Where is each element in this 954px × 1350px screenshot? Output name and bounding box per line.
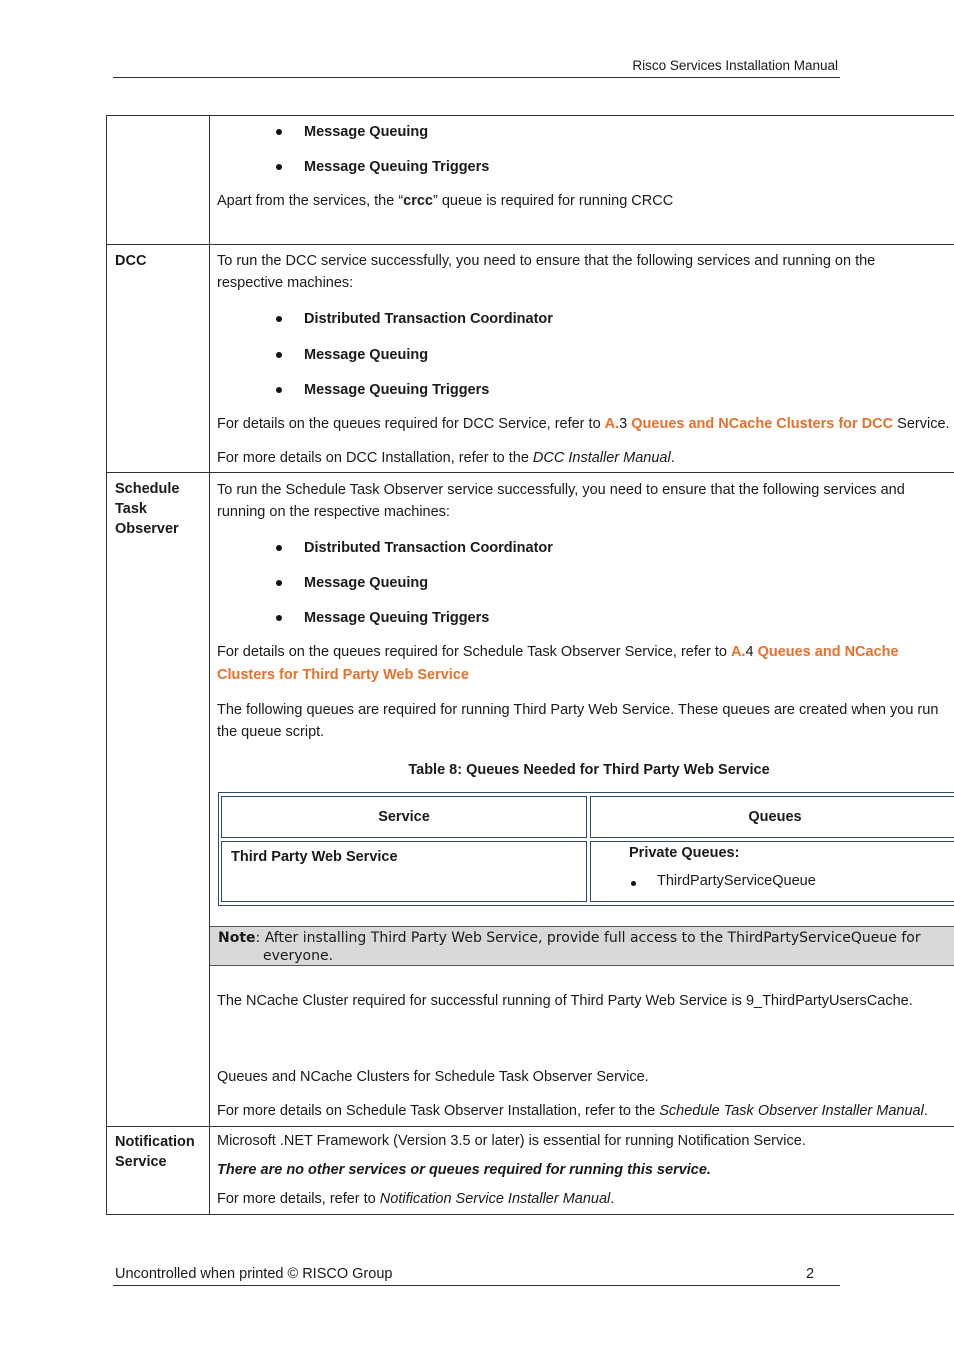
table-header-queues: Queues: [590, 796, 954, 838]
dcc-queues-reference: [217, 413, 954, 435]
footer-divider: [113, 1285, 840, 1286]
sto-install-reference: [217, 1100, 954, 1122]
text-fragment: For more details on Schedule Task Observer Installation, refer to the: [217, 1103, 660, 1119]
row-label-schedule: Schedule: [115, 481, 180, 497]
row-divider-notification: [106, 1126, 954, 1127]
text-fragment: For details on the queues required for DCC Service, refer to: [217, 416, 605, 432]
manual-title: Schedule Task Observer Installer Manual: [659, 1103, 924, 1119]
note-text: : After installing Third Party Web Service, provide full access to the ThirdPartyServiceQueue for: [255, 930, 921, 946]
appendix-section-link[interactable]: Queues and NCache: [757, 644, 899, 660]
footer-copyright: Uncontrolled when printed © RISCO Group: [115, 1266, 393, 1282]
sto-queues-reference: [217, 641, 954, 663]
appendix-link[interactable]: A.: [604, 416, 620, 432]
notification-no-other: There are no other services or queues required for running this service.: [217, 1162, 711, 1178]
notification-install-reference: [217, 1188, 954, 1210]
manual-title: Notification Service Installer Manual: [379, 1191, 611, 1207]
row-label-service: Service: [115, 1154, 167, 1170]
text-fragment: Apart from the services, the “: [217, 193, 404, 209]
tpws-queues-line1: The following queues are required for running Third Party Web Service. These queues are created when you run: [217, 702, 939, 718]
bullet-item: Message Queuing: [304, 575, 429, 591]
table-header-service: Service: [221, 796, 587, 838]
appendix-link[interactable]: A.: [730, 644, 746, 660]
tpws-queues-line2: the queue script.: [217, 724, 325, 740]
bullet-marker: [276, 580, 282, 586]
bullet-item: Distributed Transaction Coordinator: [304, 311, 553, 327]
text-fragment: .: [923, 1103, 928, 1119]
note-line: [218, 930, 921, 946]
private-queues-label: Private Queues:: [629, 845, 740, 861]
table-cell-service: [221, 841, 587, 902]
notification-framework: Microsoft .NET Framework (Version 3.5 or later) is essential for running Notification Service.: [217, 1133, 806, 1149]
text-fragment: For details on the queues required for Schedule Task Observer Service, refer to: [217, 644, 731, 660]
table-bottom-border: [106, 1214, 954, 1215]
bullet-marker: [276, 387, 282, 393]
document-header-title: Risco Services Installation Manual: [632, 58, 838, 73]
text-fragment: 4: [745, 644, 754, 660]
appendix-section-link[interactable]: Clusters for Third Party Web Service: [217, 667, 469, 683]
page-number: 2: [806, 1266, 815, 1282]
text-fragment: For more details on DCC Installation, refer to the: [217, 450, 533, 466]
table-cell-queues: [590, 841, 954, 902]
text-fragment: ” queue is required for running CRCC: [433, 193, 674, 209]
table-caption: Table 8: Queues Needed for Third Party Web Service: [408, 762, 770, 778]
row-label-observer: Observer: [115, 521, 179, 537]
crcc-queue-name: crcc: [403, 193, 433, 209]
bullet-item: Distributed Transaction Coordinator: [304, 540, 553, 556]
dcc-install-reference: [217, 447, 954, 469]
manual-title: DCC Installer Manual: [532, 450, 671, 466]
sto-intro-line2: running on the respective machines:: [217, 504, 450, 520]
bullet-marker: [276, 545, 282, 551]
text-fragment: Service.: [893, 416, 950, 432]
text-fragment: For more details, refer to: [217, 1191, 380, 1207]
row-label-task: Task: [115, 501, 147, 517]
sto-queues-clusters: Queues and NCache Clusters for Schedule Task Observer Service.: [217, 1069, 649, 1085]
bullet-item: Message Queuing Triggers: [304, 610, 490, 626]
table-service-name: Third Party Web Service: [231, 849, 398, 865]
sto-intro-line1: To run the Schedule Task Observer service successfully, you need to ensure that the following services and: [217, 482, 905, 498]
row-divider-sto: [106, 472, 954, 473]
text-fragment: 3: [619, 416, 628, 432]
bullet-marker: [276, 316, 282, 322]
row-divider-dcc: [106, 244, 954, 245]
row-label-notification: Notification: [115, 1134, 195, 1150]
table-left-border: [106, 115, 107, 1215]
bullet-marker: [276, 164, 282, 170]
dcc-intro: To run the DCC service successfully, you need to ensure that the following services and running on the respective machines:: [217, 253, 876, 291]
table-column-divider: [209, 115, 210, 1215]
ncache-cluster-note: The NCache Cluster required for successful running of Third Party Web Service is 9_ThirdPartyUsersCache.: [217, 993, 913, 1009]
bullet-marker: [276, 352, 282, 358]
note-box: [210, 926, 954, 966]
note-label: Note: [218, 930, 256, 946]
bullet-item: Message Queuing: [304, 124, 429, 140]
appendix-section-link[interactable]: Queues and NCache Clusters for DCC: [631, 416, 894, 432]
bullet-marker: [631, 881, 636, 886]
note-line-continuation: everyone.: [263, 948, 334, 964]
bullet-item: Message Queuing Triggers: [304, 159, 490, 175]
crcc-queue-note: [217, 190, 954, 212]
text-fragment: .: [610, 1191, 615, 1207]
bullet-marker: [276, 615, 282, 621]
table-top-border: [106, 115, 954, 116]
text-fragment: .: [670, 450, 675, 466]
bullet-marker: [276, 129, 282, 135]
row-label-dcc: DCC: [115, 253, 147, 269]
bullet-item: Message Queuing: [304, 347, 429, 363]
queue-name: ThirdPartyServiceQueue: [657, 873, 816, 889]
header-divider: [113, 77, 840, 78]
bullet-item: Message Queuing Triggers: [304, 382, 490, 398]
